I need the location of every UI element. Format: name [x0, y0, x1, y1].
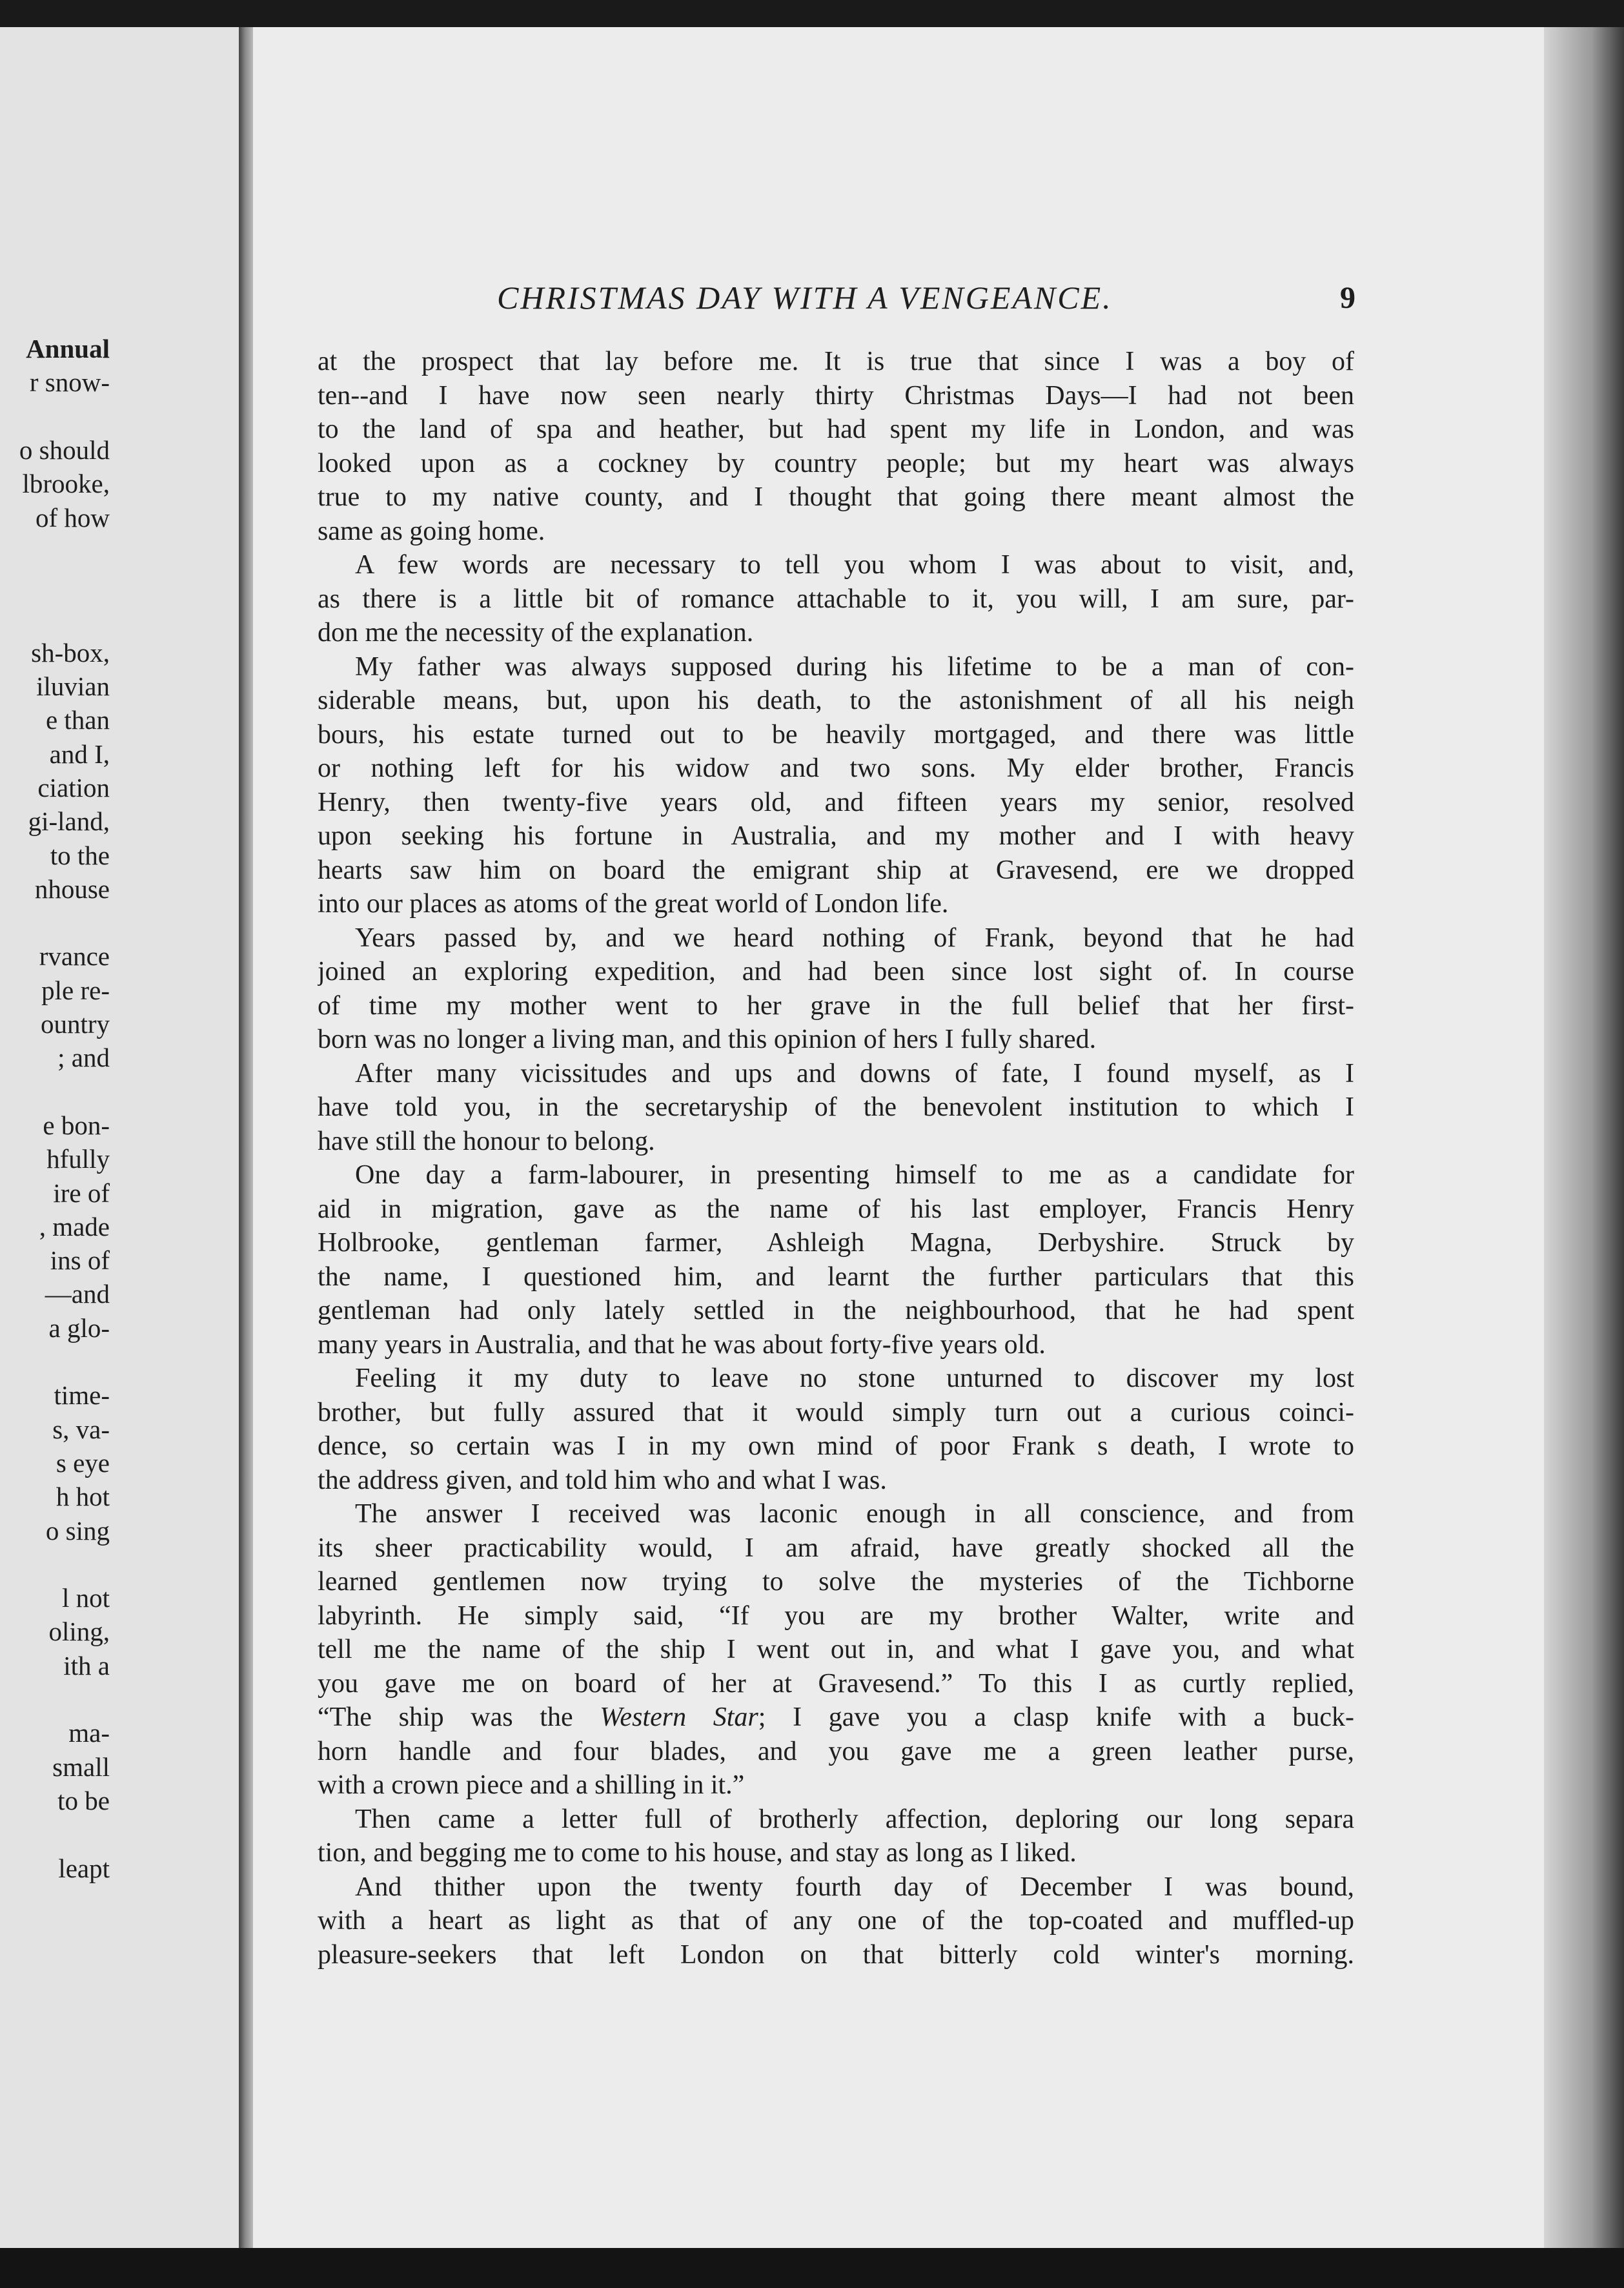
left-page-line: ; and	[57, 1043, 110, 1073]
text-line: ten--and I have now seen nearly thirty Christmas Days—I had not been	[318, 380, 1354, 411]
page-number: 9	[1340, 281, 1355, 315]
left-page-line: e than	[45, 705, 110, 735]
left-page-line: time-	[54, 1380, 110, 1411]
text-line: horn handle and four blades, and you gave me a green leather purse,	[318, 1736, 1354, 1766]
left-page-line: s eye	[56, 1447, 110, 1478]
text-fragment: “The ship was the	[318, 1702, 600, 1732]
left-page-line: hfully	[46, 1144, 110, 1174]
text-line: labyrinth. He simply said, “If you are my brother Walter, write and	[318, 1600, 1354, 1631]
left-page-line: of how	[35, 502, 110, 533]
left-page-line: and I,	[49, 739, 110, 769]
left-page-line: gi-land,	[28, 806, 110, 837]
text-line: joined an exploring expedition, and had been since lost sight of. In course	[318, 957, 1354, 986]
page-edge-shadow	[1544, 27, 1624, 2248]
text-line: gentleman had only lately settled in the neighbourhood, that he had spent	[318, 1296, 1354, 1325]
text-line: to the land of spa and heather, but had spent my life in London, and was	[318, 414, 1354, 444]
scan-border-bottom	[0, 2248, 1624, 2288]
text-line: A few words are necessary to tell you whom I was about to visit, and,	[355, 550, 1354, 580]
text-line: don me the necessity of the explanation.	[318, 618, 754, 648]
left-page-line: —and	[45, 1279, 110, 1309]
left-page-line: o sing	[45, 1515, 110, 1546]
text-line: many years in Australia, and that he was about forty-five years old.	[318, 1329, 1046, 1360]
scan-border-top	[0, 0, 1624, 27]
text-line: aid in migration, gave as the name of his last employer, Francis Henry	[318, 1194, 1354, 1224]
text-line: true to my native county, and I thought that going there meant almost the	[318, 482, 1354, 512]
text-line: or nothing left for his widow and two sons. My elder brother, Francis	[318, 753, 1354, 783]
text-line: Holbrooke, gentleman farmer, Ashleigh Magna, Derbyshire. Struck by	[318, 1228, 1354, 1258]
left-page-line: to the	[50, 840, 110, 870]
left-page-line: l not	[61, 1583, 110, 1613]
text-line: And thither upon the twenty fourth day of December I was bound,	[355, 1872, 1354, 1902]
text-line: its sheer practicability would, I am afraid, have greatly shocked all the	[318, 1533, 1354, 1563]
text-line: born was no longer a living man, and this opinion of hers I fully shared.	[318, 1025, 1097, 1054]
text-line: The answer I received was laconic enough in all conscience, and from	[355, 1499, 1354, 1529]
left-page-line: ith a	[63, 1650, 110, 1680]
text-line: upon seeking his fortune in Australia, and my mother and I with heavy	[318, 821, 1354, 851]
left-page-line: ma-	[68, 1718, 110, 1748]
text-line: tell me the name of the ship I went out in, and what I gave you, and what	[318, 1635, 1354, 1664]
text-line: of time my mother went to her grave in the full belief that her first-	[318, 990, 1354, 1021]
text-line: siderable means, but, upon his death, to the astonishment of all his neigh	[318, 686, 1354, 715]
text-line: with a heart as light as that of any one of the top-coated and muffled-up	[318, 1906, 1354, 1936]
left-page-line: ciation	[37, 772, 110, 802]
left-page-line: sh-box,	[31, 637, 110, 668]
text-line: brother, but fully assured that it would simply turn out a curious coinci-	[318, 1397, 1354, 1427]
text-line: learned gentlemen now trying to solve the mysteries of the Tichborne	[318, 1567, 1354, 1597]
text-line: looked upon as a cockney by country people; but my heart was always	[318, 448, 1354, 478]
text-line: the address given, and told him who and what I was.	[318, 1465, 887, 1495]
text-line: have told you, in the secretaryship of the benevolent institution to which I	[318, 1092, 1354, 1122]
left-page-line: h hot	[56, 1482, 110, 1512]
text-line: Years passed by, and we heard nothing of Frank, beyond that he had	[355, 923, 1354, 953]
text-line: as there is a little bit of romance attachable to it, you will, I am sure, par-	[318, 584, 1354, 614]
text-line: Then came a letter full of brotherly affection, deploring our long separa	[355, 1804, 1354, 1834]
text-line: After many vicissitudes and ups and downs of fate, I found myself, as I	[355, 1058, 1354, 1088]
text-line: Henry, then twenty-five years old, and fifteen years my senior, resolved	[318, 787, 1354, 817]
left-page-line: , made	[39, 1211, 110, 1241]
ship-name: Western Star	[600, 1702, 758, 1732]
text-line: the name, I questioned him, and learnt the further particulars that this	[318, 1261, 1354, 1292]
left-page-line: nhouse	[34, 873, 110, 904]
left-page-line: r snow-	[29, 367, 110, 398]
text-line: have still the honour to belong.	[318, 1126, 655, 1156]
page-body	[318, 345, 1354, 1972]
text-fragment: ; I gave you a clasp knife with a buck-	[758, 1702, 1354, 1732]
text-line: with a crown piece and a shilling in it.”	[318, 1770, 745, 1800]
left-page-line: ountry	[40, 1009, 110, 1039]
text-line: dence, so certain was I in my own mind of poor Frank s death, I wrote to	[318, 1431, 1354, 1461]
text-line: Feeling it my duty to leave no stone unturned to discover my lost	[355, 1364, 1354, 1393]
left-page-line: small	[52, 1752, 110, 1782]
left-page-line: ple re-	[41, 975, 110, 1005]
left-page-line: oling,	[48, 1617, 110, 1647]
text-line: into our places as atoms of the great world of London life.	[318, 889, 949, 919]
text-line: pleasure-seekers that left London on that bitterly cold winter's morning.	[318, 1939, 1354, 1970]
left-page-line: ire of	[53, 1178, 110, 1208]
text-line: bours, his estate turned out to be heavily mortgaged, and there was little	[318, 719, 1354, 750]
left-page-line: rvance	[39, 941, 110, 972]
left-page-line: iluvian	[36, 671, 110, 701]
left-page-line: s, va-	[52, 1414, 110, 1444]
text-line-with-italic	[318, 1701, 1354, 1735]
text-line: One day a farm-labourer, in presenting himself to me as a candidate for	[355, 1160, 1354, 1190]
text-line: at the prospect that lay before me. It is true that since I was a boy of	[318, 347, 1354, 376]
text-line: hearts saw him on board the emigrant ship at Gravesend, ere we dropped	[318, 855, 1354, 885]
left-page-line: e bon-	[43, 1110, 110, 1140]
text-line: same as going home.	[318, 516, 545, 546]
book-gutter	[239, 27, 253, 2248]
left-page-line: leapt	[58, 1853, 110, 1883]
left-page-line: a glo-	[48, 1313, 110, 1343]
text-line: My father was always supposed during his lifetime to be a man of con-	[355, 651, 1354, 682]
left-page-line: o should	[19, 434, 110, 465]
left-page-line: lbrooke,	[22, 469, 110, 499]
left-page-line: to be	[57, 1785, 110, 1815]
text-line: tion, and begging me to come to his house, and stay as long as I liked.	[318, 1838, 1077, 1868]
left-page-line: Annual	[26, 334, 110, 363]
text-line: you gave me on board of her at Gravesend.” To this I as curtly replied,	[318, 1668, 1354, 1699]
left-page-line: ins of	[50, 1245, 110, 1276]
running-head: CHRISTMAS DAY WITH A VENGEANCE.	[497, 280, 1113, 316]
